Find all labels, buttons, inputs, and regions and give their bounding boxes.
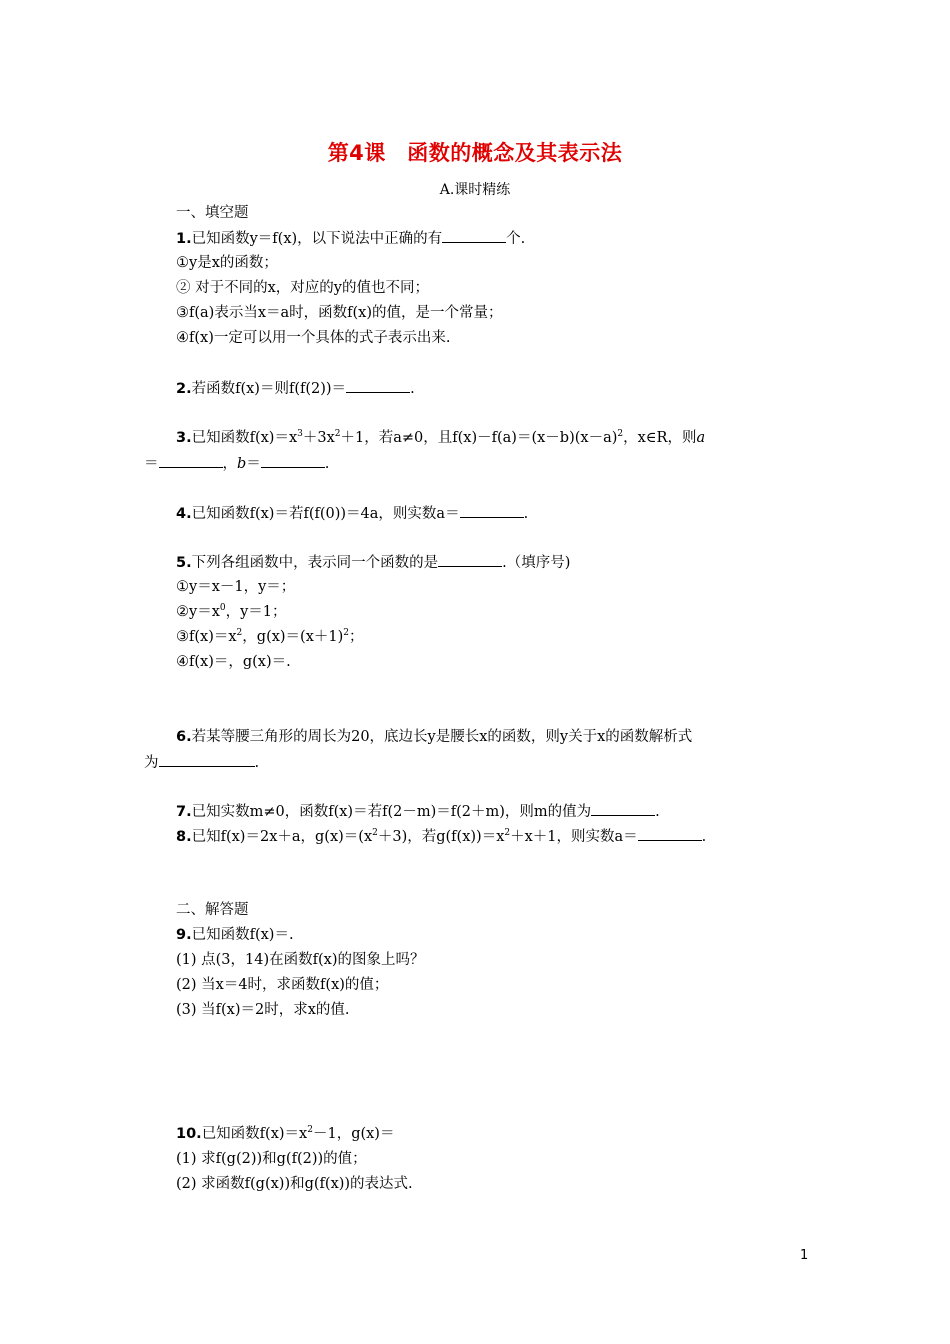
option-text: ，y＝1； [225,604,287,620]
answer-blank [346,378,410,393]
question-text: ＝ [144,456,159,472]
question-text: ＝ [246,456,261,472]
answer-blank [159,453,223,468]
option-text: ； [349,629,364,645]
variable-b: b [237,456,247,472]
option-line: ② 对于不同的x，对应的y的值也不同； [176,280,429,296]
superscript: 2 [372,828,378,838]
question-text: . [701,829,707,845]
question-text: 已知函数f(x)＝. [191,927,294,943]
question-text: 若某等腰三角形的周长为20，底边长y是腰长x的函数，则y关于x的函数解析式 [191,729,693,745]
question-number: 7. [176,804,192,820]
section-heading-fill-blank: 一、填空题 [176,205,249,221]
sub-question: (2) 求函数f(g(x))和g(f(x))的表达式. [176,1176,413,1192]
answer-blank [159,752,255,767]
question-number: 8. [176,829,192,845]
option-line [176,602,287,622]
question-number: 10. [176,1126,202,1142]
question-text: . [324,456,330,472]
question-text: . [655,804,660,820]
question-4 [176,503,528,524]
question-6-line-2 [144,752,259,773]
question-7 [176,801,660,822]
question-8 [176,826,706,847]
answer-blank [438,552,502,567]
question-text: 已知函数f(x)＝x [201,1126,308,1142]
question-text: 已知f(x)＝2x＋a，g(x)＝(x [191,829,373,845]
sub-question: (1) 求f(g(2))和g(f(2))的值； [176,1151,367,1167]
question-2 [176,378,415,399]
question-3 [176,428,705,448]
answer-blank [261,453,325,468]
variable-a: a [696,430,706,446]
answer-blank [638,826,702,841]
question-text: ＋1，若a≠0，且f(x)－f(a)＝(x－b)(x－a) [340,430,618,446]
question-text: . [410,381,415,397]
answer-blank [442,228,506,243]
superscript: 3 [297,429,303,439]
option-line: ①y是x的函数； [176,255,278,271]
superscript: 2 [334,429,341,439]
option-line: ①y＝x－1，y＝； [176,579,296,595]
option-line: ④f(x)一定可以用一个具体的式子表示出来. [176,330,451,346]
question-text: ， [222,456,237,472]
superscript: 2 [617,429,624,439]
question-text: 已知函数y＝f(x)，以下说法中正确的有 [191,231,443,247]
question-6 [176,727,692,747]
question-text: 若函数f(x)＝则f(f(2))＝ [191,381,347,397]
answer-blank [591,801,655,816]
option-line: ④f(x)＝，g(x)＝. [176,654,291,670]
sub-question: (3) 当f(x)＝2时，求x的值. [176,1002,350,1018]
question-text: .（填序号) [502,555,571,571]
sub-question: (2) 当x＝4时，求函数f(x)的值； [176,977,389,993]
option-text: ②y＝x [176,604,220,620]
question-10 [176,1124,394,1144]
question-text: 已知函数f(x)＝x [191,430,298,446]
question-text: ＋3x [302,430,335,446]
option-line: ③f(a)表示当x＝a时，函数f(x)的值，是一个常量； [176,305,503,321]
question-text: 个. [506,231,526,247]
superscript: 2 [307,1125,313,1135]
question-text: －1，g(x)＝ [312,1126,395,1142]
question-text: 已知函数f(x)＝若f(f(0))＝4a，则实数a＝ [191,506,460,522]
question-text: 已知实数m≠0，函数f(x)＝若f(2－m)＝f(2＋m)，则m的值为 [191,804,592,820]
option-text: ，g(x)＝(x＋1) [242,629,344,645]
question-number: 5. [176,555,192,571]
page-number: 1 [800,1248,809,1263]
question-1 [176,228,525,249]
question-text: ＋x＋1，则实数a＝ [510,829,638,845]
question-text: . [523,506,529,522]
superscript: 2 [343,628,350,638]
question-number: 3. [176,430,192,446]
question-number: 1. [176,231,192,247]
superscript: 2 [504,828,511,838]
question-text: 为 [144,755,159,771]
question-text: ＋3)，若g(f(x))＝x [377,829,505,845]
option-line [176,627,364,647]
option-text: ③f(x)＝x [176,629,237,645]
question-number: 9. [176,927,192,943]
question-text: 下列各组函数中，表示同一个函数的是 [191,555,439,571]
superscript: 0 [219,603,226,613]
answer-blank [460,503,524,518]
question-number: 4. [176,506,192,522]
question-3-line-2 [144,453,329,474]
question-text: . [254,755,260,771]
question-9 [176,925,294,945]
page-subtitle: A.课时精练 [439,182,511,198]
question-number: 2. [176,381,192,397]
section-heading-answer: 二、解答题 [176,902,249,918]
page-title: 第4课 函数的概念及其表示法 [327,141,623,165]
sub-question: (1) 点(3，14)在函数f(x)的图象上吗？ [176,952,425,968]
superscript: 2 [236,628,243,638]
question-text: ，x∈R，则 [623,430,697,446]
question-number: 6. [176,729,192,745]
question-5 [176,552,570,573]
